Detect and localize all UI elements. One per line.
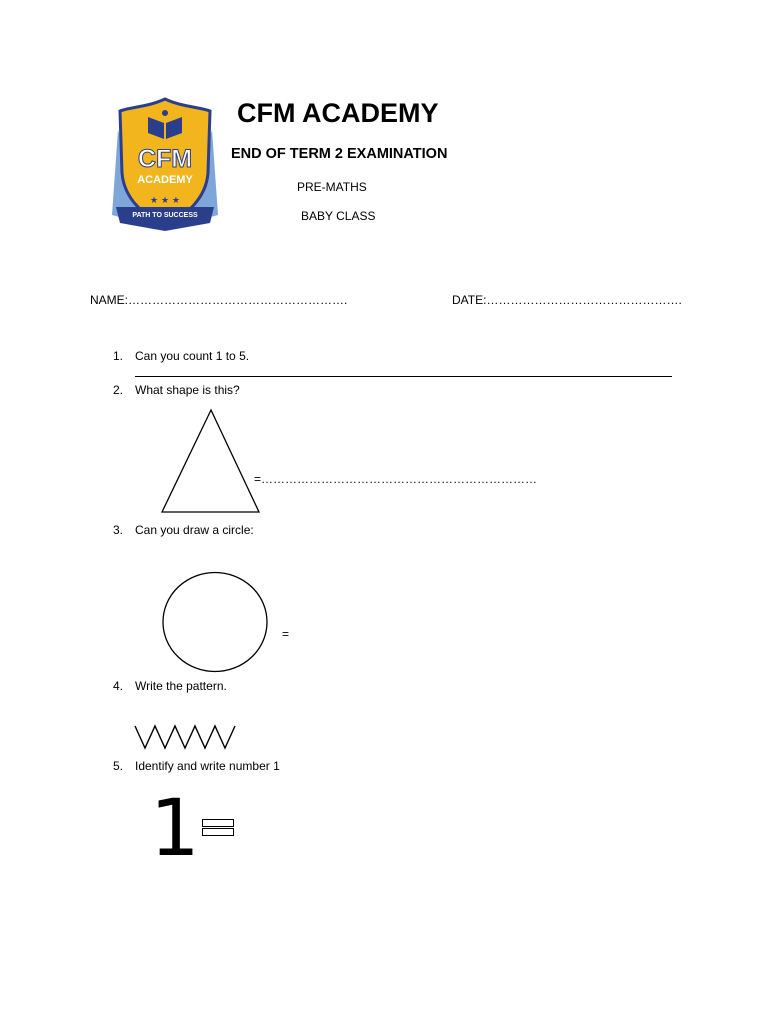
circle-shape <box>161 571 271 675</box>
question-4-number: 4. <box>113 679 124 693</box>
question-5-text: Identify and write number 1 <box>135 759 280 773</box>
question-3-number: 3. <box>113 523 124 537</box>
equals-box <box>202 819 234 836</box>
triangle-shape <box>160 408 262 514</box>
number-one-glyph: 1 <box>150 784 200 874</box>
question-2-answer[interactable]: =…………………………………………………………… <box>254 472 538 486</box>
question-2-text: What shape is this? <box>135 383 240 397</box>
answer-line[interactable] <box>135 376 672 377</box>
question-4-text: Write the pattern. <box>135 679 227 693</box>
school-logo <box>108 95 222 235</box>
subject-label: PRE-MATHS <box>297 180 367 194</box>
school-name: CFM ACADEMY <box>237 98 439 128</box>
logo-text-main: CFM <box>137 145 193 173</box>
svg-text:★ ★ ★: ★ ★ ★ <box>150 196 180 206</box>
exam-title: END OF TERM 2 EXAMINATION <box>231 146 448 162</box>
name-field[interactable]: NAME:………………………………………………. <box>90 293 348 307</box>
question-5-number: 5. <box>113 759 124 773</box>
logo-text-sub: ACADEMY <box>137 174 193 186</box>
question-1-number: 1. <box>113 349 124 363</box>
question-1-text: Can you count 1 to 5. <box>135 349 250 363</box>
question-3-answer[interactable]: = <box>282 627 290 641</box>
date-field[interactable]: DATE:…………………………………………. <box>452 293 682 307</box>
zigzag-pattern <box>133 718 239 752</box>
question-2-number: 2. <box>113 383 124 397</box>
question-3-text: Can you draw a circle: <box>135 523 254 537</box>
class-label: BABY CLASS <box>301 209 376 223</box>
logo-ribbon-text: PATH TO SUCCESS <box>132 212 198 219</box>
